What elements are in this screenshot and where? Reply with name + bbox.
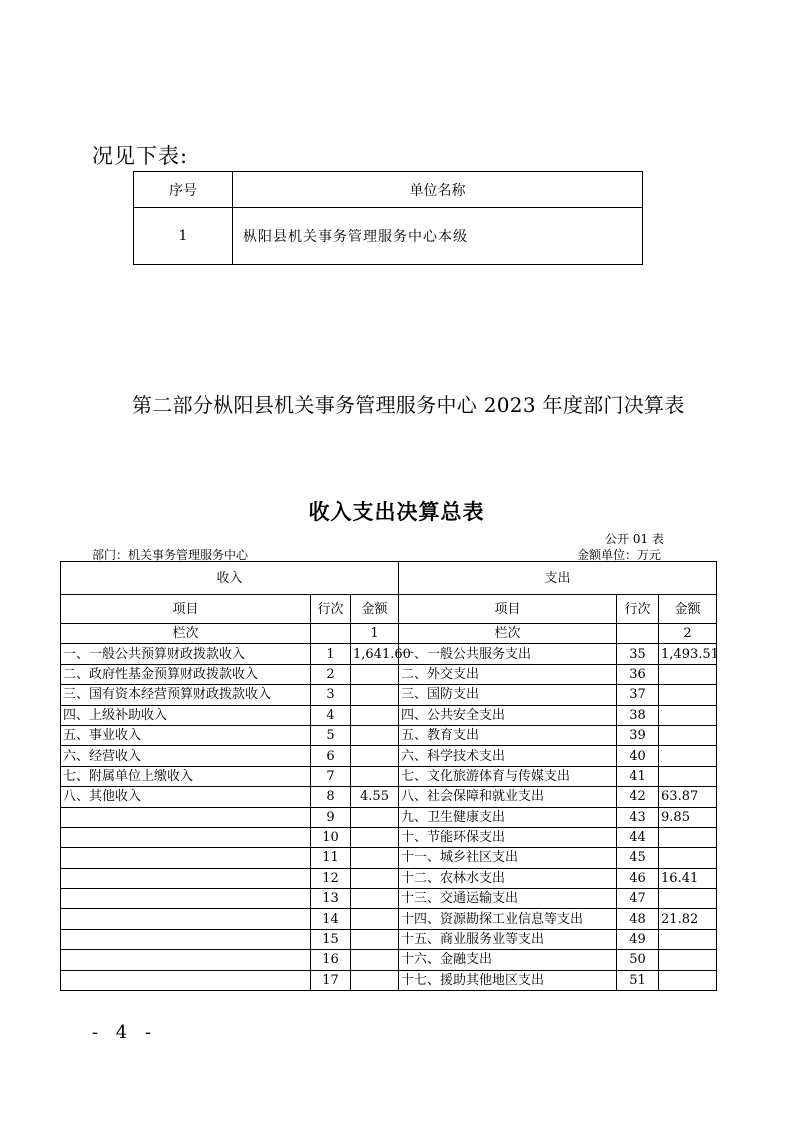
expense-amount — [659, 746, 717, 766]
expense-item: 十二、农林水支出 — [399, 868, 617, 888]
unit-name: 枞阳县机关事务管理服务中心本级 — [233, 208, 643, 265]
table-row — [61, 766, 717, 786]
expense-amount — [659, 725, 717, 745]
income-item-header: 项目 — [61, 595, 311, 624]
table-title: 收入支出决算总表 — [308, 499, 485, 524]
expense-item: 六、科学技术支出 — [399, 746, 617, 766]
income-col-label: 栏次 — [61, 624, 311, 644]
income-item: 七、附属单位上缴收入 — [61, 766, 311, 786]
expense-amount: 21.82 — [659, 909, 717, 929]
expense-amount — [659, 970, 717, 990]
expense-row-number: 46 — [617, 868, 659, 888]
expense-row-number: 50 — [617, 950, 659, 970]
expense-amount: 1,493.51 — [659, 644, 717, 664]
unit-table-header — [134, 172, 643, 208]
expense-amount: 16.41 — [659, 868, 717, 888]
col-seq-header: 序号 — [134, 172, 233, 208]
income-row-number: 16 — [311, 950, 351, 970]
income-item — [61, 848, 311, 868]
intro-text: 况见下表: — [92, 144, 189, 168]
income-row-number: 9 — [311, 807, 351, 827]
table-body — [61, 644, 717, 991]
expense-item: 四、公共安全支出 — [399, 705, 617, 725]
table-row — [61, 746, 717, 766]
income-item: 六、经营收入 — [61, 746, 311, 766]
income-item — [61, 970, 311, 990]
income-amount — [351, 970, 399, 990]
amount-unit-label: 金额单位：万元 — [577, 548, 662, 562]
income-item: 一、一般公共预算财政拨款收入 — [61, 644, 311, 664]
income-amount — [351, 827, 399, 847]
expense-col-label: 栏次 — [399, 624, 617, 644]
income-row-number: 7 — [311, 766, 351, 786]
part-title: 第二部分枞阳县机关事务管理服务中心 2023 年度部门决算表 — [132, 393, 685, 417]
expense-row-number: 36 — [617, 664, 659, 684]
income-row-number: 11 — [311, 848, 351, 868]
income-amount-header: 金额 — [351, 595, 399, 624]
expense-item-header: 项目 — [399, 595, 617, 624]
expense-amount — [659, 827, 717, 847]
table-row — [61, 807, 717, 827]
table-row — [61, 705, 717, 725]
expense-item: 五、教育支出 — [399, 725, 617, 745]
income-item: 二、政府性基金预算财政拨款收入 — [61, 664, 311, 684]
income-row-number: 12 — [311, 868, 351, 888]
expense-item: 十三、交通运输支出 — [399, 889, 617, 909]
expense-row-number: 44 — [617, 827, 659, 847]
income-amount — [351, 909, 399, 929]
expense-item: 八、社会保障和就业支出 — [399, 787, 617, 807]
table-row — [61, 725, 717, 745]
table-code: 公开 01 表 — [605, 532, 664, 546]
income-row-number: 3 — [311, 685, 351, 705]
expense-item: 九、卫生健康支出 — [399, 807, 617, 827]
income-amount — [351, 746, 399, 766]
table-row — [61, 889, 717, 909]
expense-row-number: 48 — [617, 909, 659, 929]
income-amount — [351, 807, 399, 827]
income-item — [61, 889, 311, 909]
expense-item: 十五、商业服务业等支出 — [399, 929, 617, 949]
table-row — [134, 208, 643, 265]
income-row-number: 5 — [311, 725, 351, 745]
expense-amount: 9.85 — [659, 807, 717, 827]
income-row-number: 14 — [311, 909, 351, 929]
department-label: 部门：机关事务管理服务中心 — [92, 548, 249, 562]
column-number-row — [61, 624, 717, 644]
expense-amount — [659, 705, 717, 725]
expense-amount: 63.87 — [659, 787, 717, 807]
expense-amount — [659, 889, 717, 909]
expense-amount — [659, 929, 717, 949]
table-row — [61, 868, 717, 888]
income-row-number: 15 — [311, 929, 351, 949]
income-item — [61, 929, 311, 949]
expense-row-number: 38 — [617, 705, 659, 725]
income-row-header: 行次 — [311, 595, 351, 624]
income-row-number: 8 — [311, 787, 351, 807]
expense-row-number: 51 — [617, 970, 659, 990]
expense-item: 十四、资源勘探工业信息等支出 — [399, 909, 617, 929]
table-row — [61, 664, 717, 684]
income-item — [61, 950, 311, 970]
expense-item: 七、文化旅游体育与传媒支出 — [399, 766, 617, 786]
income-amount — [351, 848, 399, 868]
table-row — [61, 827, 717, 847]
income-row-number: 2 — [311, 664, 351, 684]
income-amount — [351, 725, 399, 745]
expense-item: 十六、金融支出 — [399, 950, 617, 970]
income-item — [61, 868, 311, 888]
expense-row-number: 47 — [617, 889, 659, 909]
income-amount — [351, 664, 399, 684]
expense-row-number: 45 — [617, 848, 659, 868]
expense-row-number: 39 — [617, 725, 659, 745]
table-row — [61, 685, 717, 705]
income-header: 收入 — [61, 562, 399, 595]
expense-row-number: 35 — [617, 644, 659, 664]
unit-seq: 1 — [134, 208, 233, 265]
table-row — [61, 787, 717, 807]
income-item: 五、事业收入 — [61, 725, 311, 745]
income-item: 四、上级补助收入 — [61, 705, 311, 725]
income-amount — [351, 685, 399, 705]
table-row — [61, 929, 717, 949]
income-col-number: 1 — [351, 624, 399, 644]
expense-item: 三、国防支出 — [399, 685, 617, 705]
income-amount — [351, 950, 399, 970]
expense-item: 十七、援助其他地区支出 — [399, 970, 617, 990]
income-row-number: 10 — [311, 827, 351, 847]
unit-table — [133, 171, 643, 265]
table-row — [61, 970, 717, 990]
column-header-row — [61, 595, 717, 624]
page-number: - 4 - — [92, 1022, 158, 1043]
expense-item: 十一、城乡社区支出 — [399, 848, 617, 868]
table-row — [61, 644, 717, 664]
expense-item: 二、外交支出 — [399, 664, 617, 684]
expense-col-number: 2 — [659, 624, 717, 644]
expense-row-number: 41 — [617, 766, 659, 786]
income-row-number: 1 — [311, 644, 351, 664]
income-item — [61, 909, 311, 929]
expense-amount — [659, 664, 717, 684]
income-amount — [351, 929, 399, 949]
expense-amount-header: 金额 — [659, 595, 717, 624]
table-row — [61, 950, 717, 970]
income-item — [61, 827, 311, 847]
income-item: 三、国有资本经营预算财政拨款收入 — [61, 685, 311, 705]
income-item: 八、其他收入 — [61, 787, 311, 807]
expense-header: 支出 — [399, 562, 717, 595]
table-row — [61, 909, 717, 929]
expense-row-number: 40 — [617, 746, 659, 766]
expense-amount — [659, 685, 717, 705]
expense-row-number: 37 — [617, 685, 659, 705]
income-row-number: 6 — [311, 746, 351, 766]
expense-amount — [659, 766, 717, 786]
income-amount — [351, 868, 399, 888]
income-amount: 4.55 — [351, 787, 399, 807]
expense-row-header: 行次 — [617, 595, 659, 624]
income-amount — [351, 889, 399, 909]
income-amount — [351, 705, 399, 725]
income-row-number: 4 — [311, 705, 351, 725]
col-unit-name-header: 单位名称 — [233, 172, 643, 208]
expense-item: 一、一般公共服务支出 — [399, 644, 617, 664]
income-row-number: 13 — [311, 889, 351, 909]
table-row — [61, 848, 717, 868]
income-row-number: 17 — [311, 970, 351, 990]
expense-row-number: 42 — [617, 787, 659, 807]
income-amount — [351, 766, 399, 786]
income-amount: 1,641.60 — [351, 644, 399, 664]
expense-row-number: 49 — [617, 929, 659, 949]
expense-amount — [659, 848, 717, 868]
income-item — [61, 807, 311, 827]
expense-item: 十、节能环保支出 — [399, 827, 617, 847]
section-header-row — [61, 562, 717, 595]
income-expense-table — [60, 561, 717, 991]
expense-amount — [659, 950, 717, 970]
expense-row-number: 43 — [617, 807, 659, 827]
